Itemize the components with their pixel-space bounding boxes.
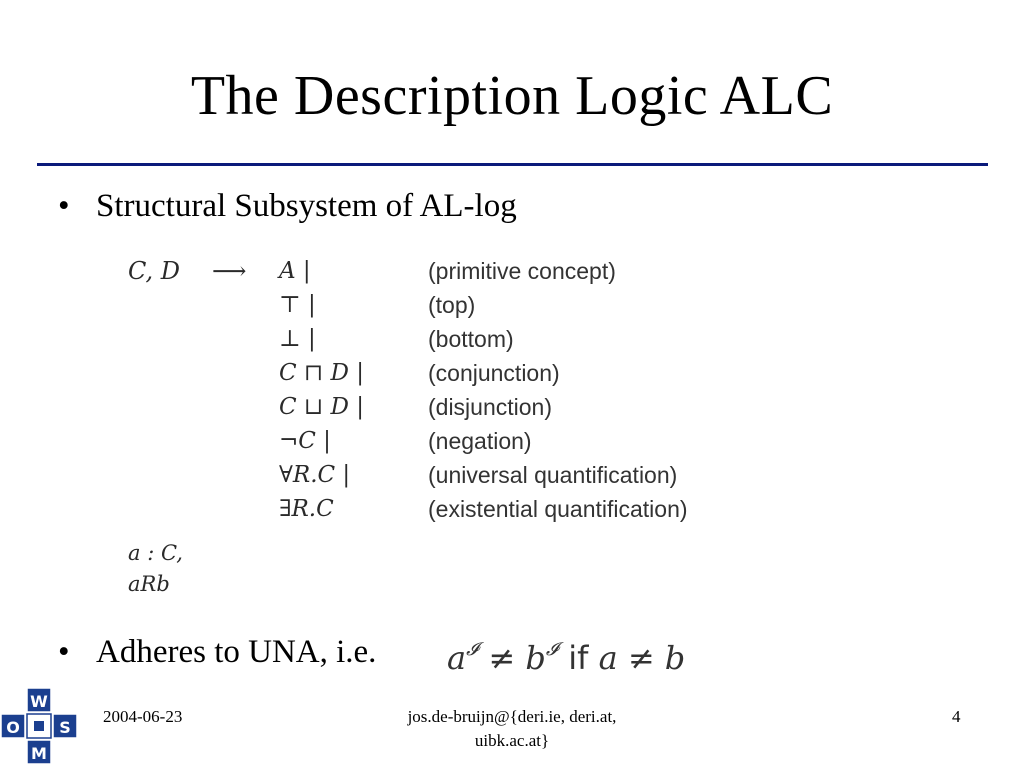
footer-date: 2004-06-23	[103, 707, 183, 726]
grammar-description: (conjunction)	[428, 360, 560, 386]
concept-assertion: a : C,	[128, 541, 183, 565]
grammar-expression: C ⊓ D |	[279, 360, 364, 386]
formula-interpretation-a: 𝓘	[466, 639, 479, 660]
logo-letter-m: M	[31, 744, 47, 763]
formula-interpretation-b: 𝓘	[545, 639, 559, 660]
grammar-expression: ⊥ |	[279, 326, 316, 352]
footer-author-line2: uibk.ac.at}	[474, 731, 550, 750]
footer-page-number: 4	[952, 707, 961, 726]
formula-if: if	[568, 639, 589, 677]
wsmo-logo	[0, 687, 82, 768]
una-formula	[447, 628, 685, 680]
grammar-expression: ¬C |	[279, 428, 331, 454]
bullet-text: Adheres to UNA, i.e.	[96, 634, 377, 670]
grammar-lhs: C, D	[128, 257, 181, 285]
alc-grammar	[128, 256, 748, 526]
grammar-rule	[128, 256, 748, 290]
bullet-text: Structural Subsystem of AL-log	[96, 188, 517, 224]
role-assertion: aRb	[128, 572, 170, 596]
slide-title: The Description Logic ALC	[190, 65, 834, 127]
abox-assertions	[128, 538, 183, 600]
grammar-rule	[128, 392, 748, 426]
grammar-description: (primitive concept)	[428, 258, 616, 284]
grammar-expression: ∀R.C |	[279, 462, 351, 488]
grammar-description: (universal quantification)	[428, 462, 678, 488]
grammar-rule	[128, 494, 748, 528]
bullet-marker: •	[58, 188, 70, 224]
logo-letter-s: S	[59, 718, 71, 737]
footer-author-line1: jos.de-bruijn@{deri.ie, deri.at,	[407, 707, 617, 726]
bullet-una	[58, 632, 376, 672]
grammar-rule	[128, 426, 748, 460]
grammar-rule	[128, 324, 748, 358]
bullet-structural-subsystem	[58, 186, 517, 226]
grammar-expression: ⊤ |	[279, 292, 316, 318]
grammar-rule	[128, 290, 748, 324]
formula-b: b	[525, 639, 546, 677]
formula-neq: ≠	[488, 639, 516, 677]
grammar-expression: ∃R.C	[279, 496, 334, 522]
grammar-rule	[128, 358, 748, 392]
grammar-expression: C ⊔ D |	[279, 394, 364, 420]
grammar-expression: A |	[279, 258, 311, 284]
formula-condition: a ≠ b	[598, 639, 686, 677]
formula-a: a	[447, 639, 467, 677]
grammar-description: (negation)	[428, 428, 532, 454]
bullet-marker: •	[58, 634, 70, 670]
grammar-description: (top)	[428, 292, 476, 318]
logo-letter-o: O	[6, 718, 20, 737]
grammar-description: (existential quantification)	[428, 496, 688, 522]
grammar-description: (bottom)	[428, 326, 514, 352]
title-underline	[37, 163, 988, 166]
logo-letter-w: W	[30, 692, 48, 711]
grammar-description: (disjunction)	[428, 394, 552, 420]
grammar-rule	[128, 460, 748, 494]
grammar-arrow: ⟶	[212, 257, 247, 285]
footer-author	[362, 705, 662, 753]
